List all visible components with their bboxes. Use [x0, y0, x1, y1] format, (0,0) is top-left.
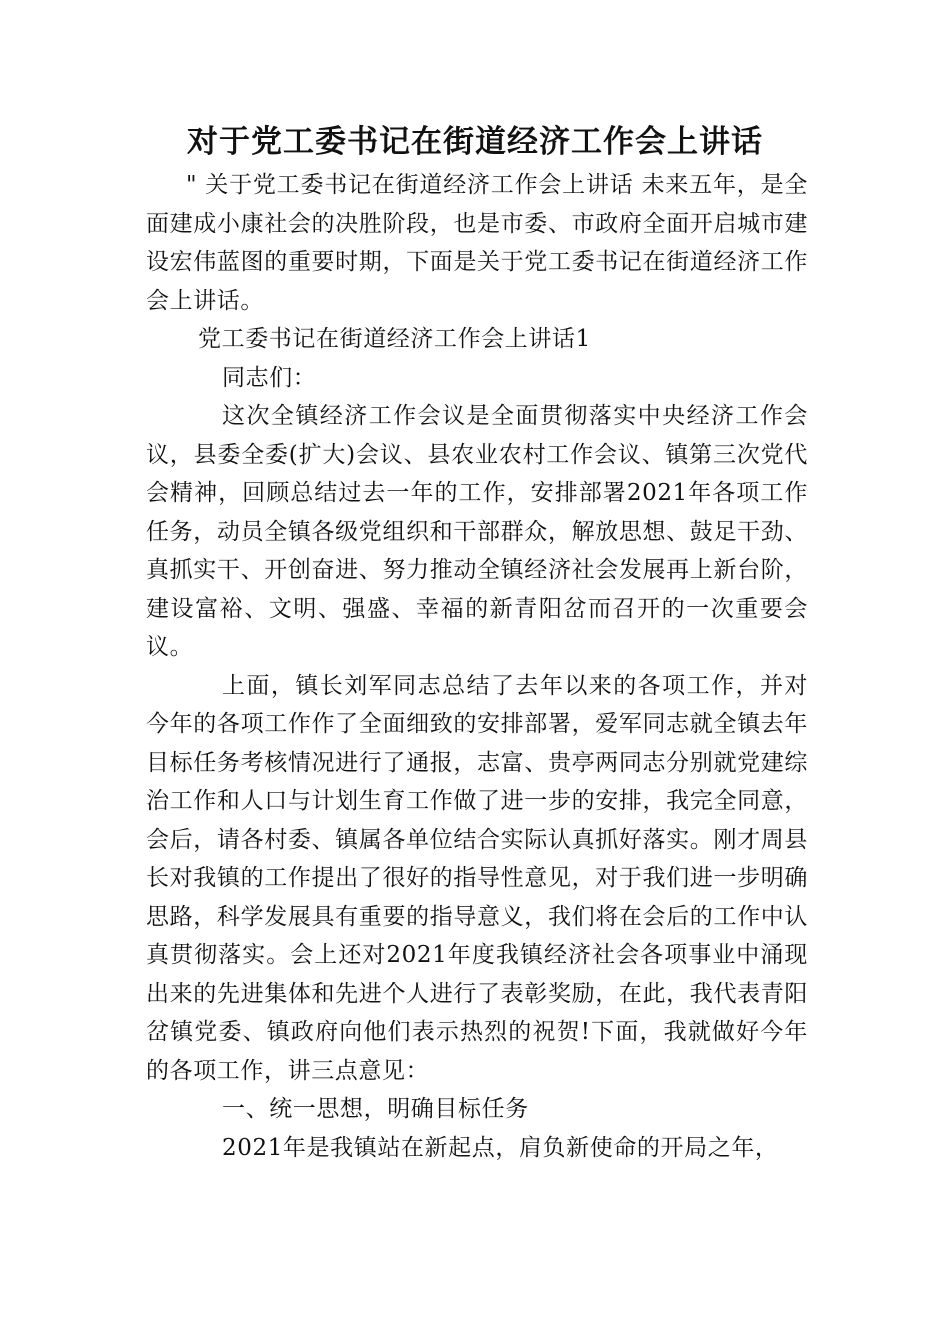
- intro-paragraph: " 关于党工委书记在街道经济工作会上讲话 未来五年，是全面建成小康社会的决胜阶段，也是市委、市政府全面开启城市建设宏伟蓝图的重要时期，下面是关于党工委书记在街道经济工作会上讲话。: [146, 172, 808, 314]
- document-title: 对于党工委书记在街道经济工作会上讲话: [187, 124, 763, 160]
- speech-subtitle: 党工委书记在街道经济工作会上讲话1: [198, 326, 591, 352]
- document-body: [146, 166, 808, 1167]
- salutation: 同志们：: [222, 364, 317, 391]
- section-heading: 一、统一思想，明确目标任务: [222, 1096, 529, 1122]
- body-paragraph: 上面，镇长刘军同志总结了去年以来的各项工作，并对今年的各项工作作了全面细致的安排部署，爱军同志就全镇去年目标任务考核情况进行了通报，志富、贵亭两同志分别就党建综治工作和人口与计划生育工作做了进一步的安排，我完全同意，会后，请各村委、镇属各单位结合实际认真抓好落实。刚才周县长对我镇的工作提出了很好的指导性意见，对于我们进一步明确思路，科学发展具有重要的指导意义，我们将在会后的工作中认真贯彻落实。会上还对2021年度我镇经济社会各项事业中涌现出来的先进集体和先进个人进行了表彰奖励，在此，我代表青阳岔镇党委、镇政府向他们表示热烈的祝贺!下面，我就做好今年的各项工作，讲三点意见：: [146, 672, 808, 1084]
- body-paragraph: 2021年是我镇站在新起点，肩负新使命的开局之年，: [222, 1134, 779, 1161]
- body-paragraph: 这次全镇经济工作会议是全面贯彻落实中央经济工作会议，县委全委(扩大)会议、县农业农村工作会议、镇第三次党代会精神，回顾总结过去一年的工作，安排部署2021年各项工作任务，动员全镇各级党组织和干部群众，解放思想、鼓足干劲、真抓实干、开创奋进、努力推动全镇经济社会发展再上新台阶，建设富裕、文明、强盛、幸福的新青阳岔而召开的一次重要会议。: [146, 403, 808, 660]
